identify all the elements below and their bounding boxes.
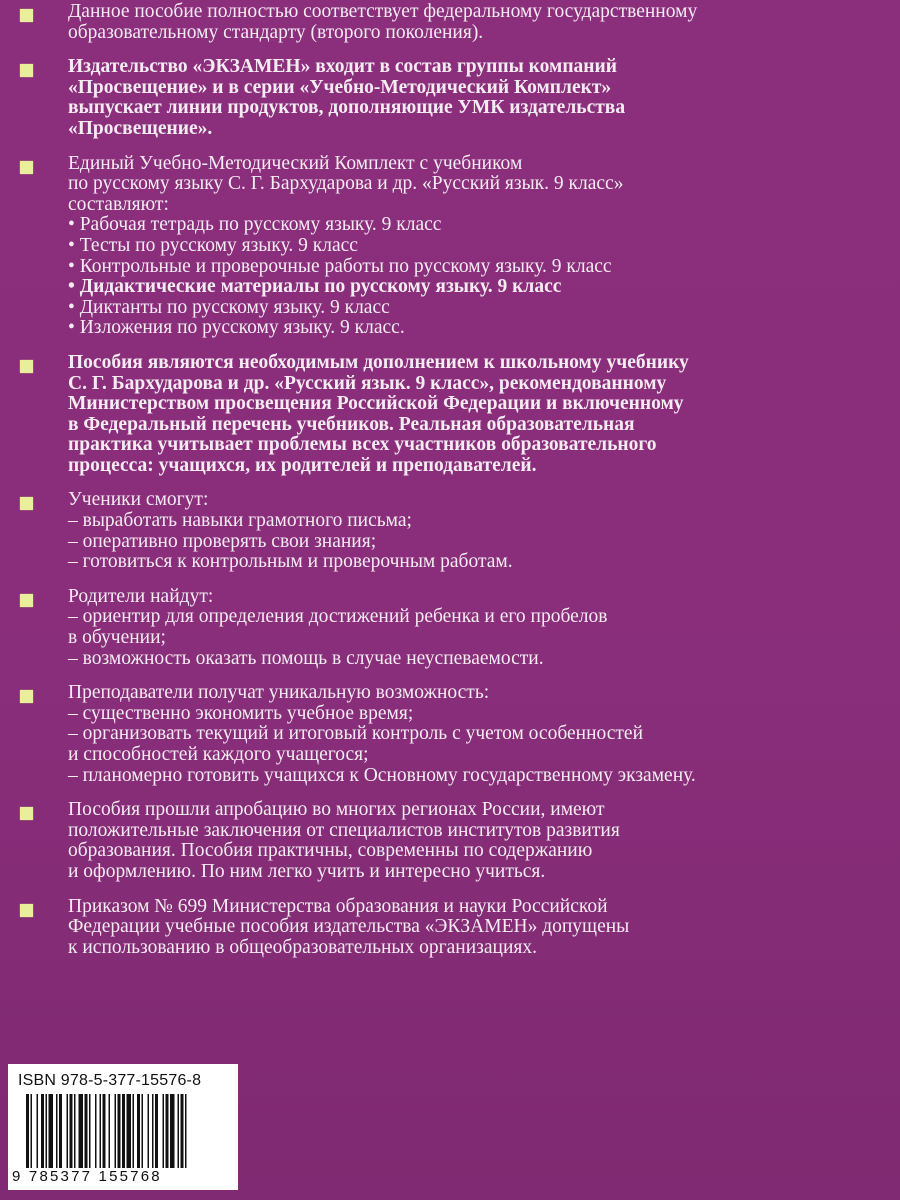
text-line: Пособия прошли апробацию во многих регионах России, имеют <box>68 799 605 821</box>
text-line: положительные заключения от специалистов институтов развития <box>68 819 620 841</box>
square-bullet-icon <box>20 690 33 703</box>
square-bullet-icon <box>20 904 33 917</box>
square-bullet-icon <box>20 497 33 510</box>
text-line: образования. Пособия практичны, современны по содержанию <box>68 840 593 862</box>
text-line: Министерством просвещения Российской Федерации и включенному <box>68 393 684 415</box>
list-item: • Контрольные и проверочные работы по русскому языку. 9 класс <box>68 255 612 277</box>
text-line: – возможность оказать помощь в случае неуспеваемости. <box>68 647 544 669</box>
text-line: «Просвещение» и в серии «Учебно-Методический Комплект» <box>68 76 612 98</box>
text-line: Ученики смогут: <box>68 489 209 511</box>
square-bullet-icon <box>20 161 33 174</box>
text-line: Издательство «ЭКЗАМЕН» входит в состав группы компаний <box>68 56 618 78</box>
text-line: составляют: <box>68 193 169 215</box>
square-bullet-icon <box>20 807 33 820</box>
text-line: – организовать текущий и итоговый контроль с учетом особенностей <box>68 723 644 745</box>
square-bullet-icon <box>20 360 33 373</box>
isbn-label: ISBN 978-5-377-15576-8 <box>18 1072 202 1089</box>
block-approbation <box>20 800 880 882</box>
text-line: практика учитывает проблемы всех участников образовательного <box>68 434 657 456</box>
text-line: выпускает линии продуктов, дополняющие УМК издательства <box>68 97 626 119</box>
text-line: и оформлению. По ним легко учить и интересно учиться. <box>68 860 546 882</box>
list-item: • Диктанты по русскому языку. 9 класс <box>68 296 390 318</box>
square-bullet-icon <box>20 64 33 77</box>
text-line: Данное пособие полностью соответствует федеральному государственному <box>68 1 698 22</box>
text-line: – планомерно готовить учащихся к Основному государственному экзамену. <box>68 764 696 786</box>
text-line: в Федеральный перечень учебников. Реальная образовательная <box>68 413 635 435</box>
text-line: – выработать навыки грамотного письма; <box>68 510 412 532</box>
text-line: – оперативно проверять свои знания; <box>68 530 377 552</box>
barcode-icon <box>26 1094 230 1168</box>
text-line: – готовиться к контрольным и проверочным работам. <box>68 551 513 573</box>
text-line: в обучении; <box>68 627 166 649</box>
text-line: Федерации учебные пособия издательства «ЭКЗАМЕН» допущены <box>68 916 630 938</box>
text-line: – существенно экономить учебное время; <box>68 702 414 724</box>
text-line: к использованию в общеобразовательных организациях. <box>68 936 537 958</box>
block-students <box>20 490 880 572</box>
square-bullet-icon <box>20 594 33 607</box>
text-line: процесса: учащихся, их родителей и преподавателей. <box>68 454 537 476</box>
text-line: Родители найдут: <box>68 585 214 607</box>
text-blocks <box>20 2 880 972</box>
square-bullet-icon <box>20 9 33 22</box>
text-line: Единый Учебно-Методический Комплект с учебником <box>68 152 523 174</box>
text-line: и способностей каждого учащегося; <box>68 744 369 765</box>
text-line: Пособия являются необходимым дополнением к школьному учебнику <box>68 351 689 373</box>
block-umk-list <box>20 154 880 339</box>
block-fgos <box>20 2 880 43</box>
list-item: • Изложения по русскому языку. 9 класс. <box>68 317 405 339</box>
list-item: • Тесты по русскому языку. 9 класс <box>68 234 358 256</box>
text-line: С. Г. Бархударова и др. «Русский язык. 9 класс», рекомендованному <box>68 372 667 394</box>
text-line: – ориентир для определения достижений ребенка и его пробелов <box>68 606 608 628</box>
list-item-highlighted: • Дидактические материалы по русскому языку. 9 класс <box>68 276 562 298</box>
text-line: Приказом № 699 Министерства образования и науки Российской <box>68 895 608 917</box>
block-publisher <box>20 57 880 139</box>
barcode-digits: 9 785377 155768 <box>12 1168 162 1185</box>
text-line: Преподаватели получат уникальную возможность: <box>68 682 490 704</box>
text-line: «Просвещение». <box>68 117 213 139</box>
text-line: образовательному стандарту (второго поколения). <box>68 21 484 43</box>
block-teachers <box>20 683 880 786</box>
block-supplement <box>20 353 880 477</box>
block-order <box>20 897 880 959</box>
block-parents <box>20 587 880 669</box>
text-line: по русскому языку С. Г. Бархударова и др. «Русский язык. 9 класс» <box>68 173 624 195</box>
barcode-panel <box>8 1064 238 1190</box>
list-item: • Рабочая тетрадь по русскому языку. 9 класс <box>68 214 442 236</box>
